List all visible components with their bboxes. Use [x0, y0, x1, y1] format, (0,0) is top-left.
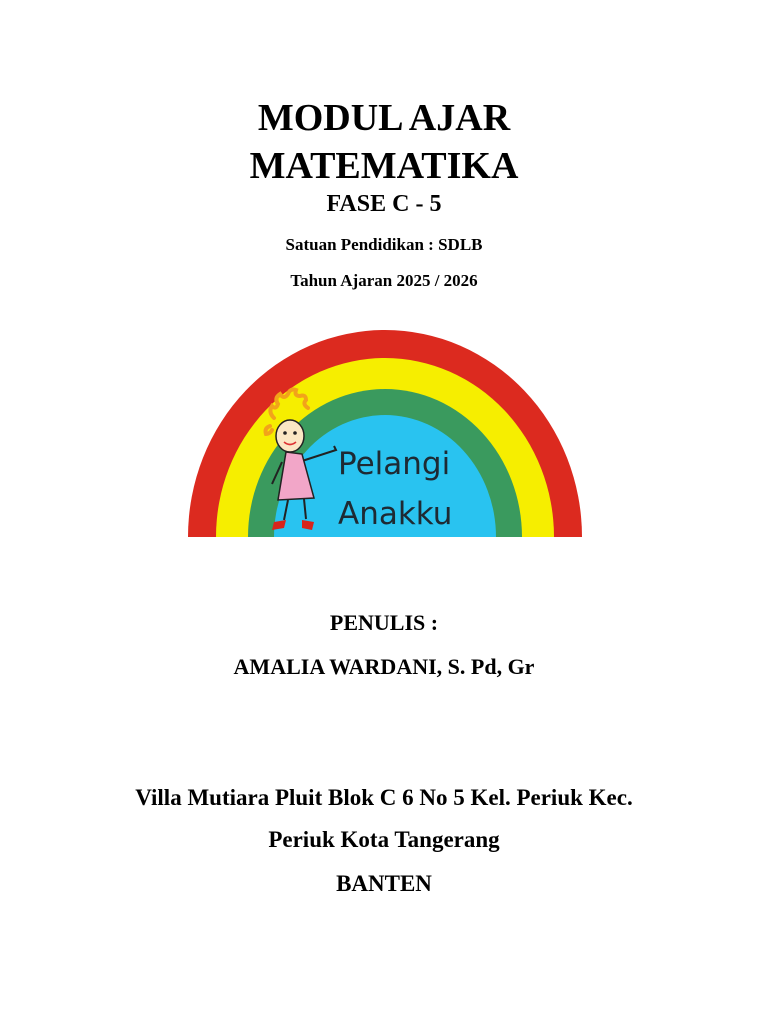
pelangi-anakku-logo	[186, 326, 584, 538]
address-line-1: Villa Mutiara Pluit Blok C 6 No 5 Kel. Periuk Kec.	[135, 785, 633, 810]
logo-text-pelangi: Pelangi	[338, 446, 451, 482]
logo-text-anakku: Anakku	[338, 496, 453, 532]
author-heading: PENULIS :	[329, 610, 439, 635]
academic-year: Tahun Ajaran 2025 / 2026	[290, 271, 478, 290]
subtitle-phase: FASE C - 5	[326, 191, 442, 217]
title-line-1: MODUL AJAR	[257, 97, 511, 139]
address-line-3: BANTEN	[336, 871, 432, 896]
title-line-2: MATEMATIKA	[249, 145, 519, 187]
author-name: AMALIA WARDANI, S. Pd, Gr	[233, 654, 535, 679]
address-line-2: Periuk Kota Tangerang	[268, 827, 500, 852]
education-unit: Satuan Pendidikan : SDLB	[285, 235, 483, 254]
